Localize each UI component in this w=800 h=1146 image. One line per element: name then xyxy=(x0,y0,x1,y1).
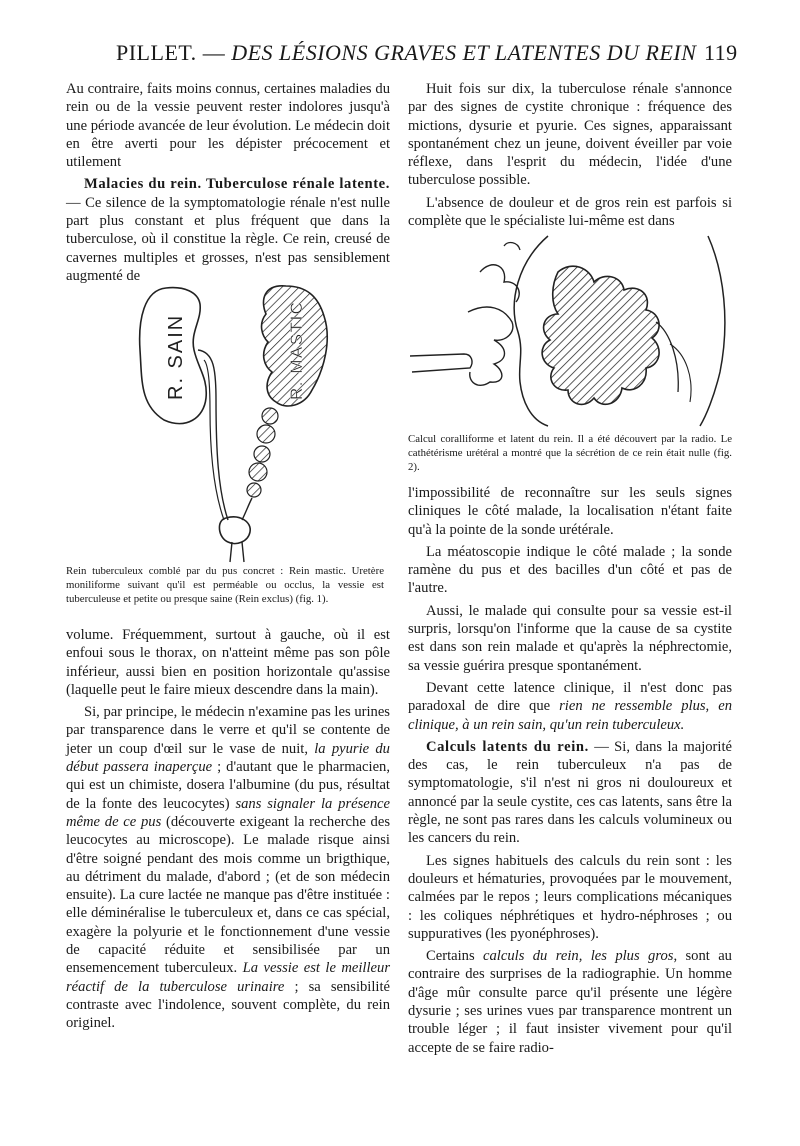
paragraph-pyurie xyxy=(66,703,390,1032)
figure-1 xyxy=(136,280,336,564)
paragraph: La méatoscopie indique le côté malade ; la sonde ramène du pus et des bacilles d'un côté et pas de l'autre. xyxy=(408,543,732,597)
text-run: Si, par principe, le médecin n'examine pas les urines par transparence dans le verre et qu'il se contente de jeter un coup d'œil sur le vase de nuit, xyxy=(66,704,390,757)
paragraph: l'impossibilité de reconnaître sur les seuls signes cliniques le côté malade, la localisation n'étant faite qu'à la pointe de la sonde urétérale. xyxy=(408,485,732,538)
figure-2 xyxy=(408,232,734,428)
emphasis: rien ne ressemble plus, en clinique, à un rein sain, qu'un rein tuberculeux. xyxy=(408,698,732,733)
bladder-shape xyxy=(219,517,250,544)
right-column-top xyxy=(408,80,732,230)
paragraph: volume. Fréquemment, surtout à gauche, où il est enfoui sous le thorax, on n'atteint même pas son pôle inférieur, aussi bien en position horizontale qu'assise (laquelle peut le faire mieux descendre dans la main). xyxy=(66,627,390,698)
paragraph-tuberculose xyxy=(66,175,390,285)
text-run: Certains xyxy=(426,948,484,965)
text-run: — Si, dans la majorité des cas, le rein tuberculeux n'a pas de symptomatologie, s'il n'est ni gros ni douloureux et annoncé par la seule cystite, ces cas latents, sans être la règle, ne sont pas rares dans les calculs volumineux ou les cancers du rein. xyxy=(408,738,732,847)
page-number: 119 xyxy=(704,40,738,65)
left-column-bottom xyxy=(66,626,390,1033)
paragraph: Aussi, le malade qui consulte pour sa vessie est-il surpris, lorsqu'on l'informe que la cause de sa cystite est dans son rein malade et qu'après la néphrectomie, sa vessie guérira presque spontanément. xyxy=(408,602,732,674)
left-column-top xyxy=(66,80,390,285)
header-title: DES LÉSIONS GRAVES ET LATENTES DU REIN xyxy=(231,40,697,65)
figure-1-caption: Rein tuberculeux comblé par du pus concret : Rein mastic. Uretère moniliforme suivant qu'il est perméable ou occlus, la vessie est tuberculeuse et petite ou presque saine (Rein exclus) (fig. 1). xyxy=(66,565,384,605)
text-run: (découverte exigeant la recherche des leucocytes au microscope). Le malade risque ainsi d'être soigné pendant des mois comme un brigthique, au détriment du malade, d'abord ; (et de son médecin ensuite). La cure lactée ne manque pas d'être instituée : elle déminéralise le tuberculeux et, dans ce cas spécial, exagère la polyurie et le fonctionnement d'une vessie de capacité réduite et sensibilisée par un ensemencement tuberculeux. xyxy=(66,813,391,977)
calculus-shape xyxy=(542,266,659,404)
section-heading: Malacies du rein. Tuberculose rénale latente. xyxy=(84,176,390,193)
text-run: , sont au contraire des surprises de la radiographie. Un homme d'âge mûr consulte parce qu'il présente une légère dysurie ; ses urines vues par transparence montrent un trouble léger ; il faut insister vivement pour qu'il accepte de se faire radio- xyxy=(408,948,732,1056)
text-run: Devant cette latence clinique, il n'est donc pas paradoxal de dire que xyxy=(408,679,732,715)
ureter-line xyxy=(410,354,472,372)
right-column-bottom xyxy=(408,484,732,1057)
kidney-diagram xyxy=(136,280,336,564)
header-title-line xyxy=(116,40,696,66)
paragraph-calculs xyxy=(408,738,732,848)
paragraph: Huit fois sur dix, la tuberculose rénale s'annonce par des signes de cystite chronique : fréquence des mictions, dysurie et pyurie. Ces signes, apparaissant spontanément chez un jeune, doivent éveiller par voie réflexe, dans l'esprit du médecin, l'idée d'une tuberculose possible. xyxy=(408,81,732,189)
paragraph-latence xyxy=(408,679,732,734)
paragraph: Au contraire, faits moins connus, certaines maladies du rein ou de la vessie peuvent rester indolores jusqu'à une période avancée de leur évolution. Le médecin doit en être averti pour les dépister précocement et utilement xyxy=(66,81,390,171)
text-run: ; d'autant que le pharmacien, qui est un chimiste, dosera l'albumine (du pus, résultat de la fonte des leucocytes) xyxy=(66,759,390,812)
paragraph: Les signes habituels des calculs du rein sont : les douleurs et hématuries, provoquées par le mouvement, calmées par le repos ; leurs complications mécaniques : les coliques néphrétiques et hydro-néphroses ; ou suppuratives (les pyonéphroses). xyxy=(408,852,732,942)
emphasis: sans signaler la présence même de ce pus xyxy=(66,795,391,830)
paragraph: L'absence de douleur et de gros rein est parfois si complète que le spécialiste lui-même est dans xyxy=(408,194,732,230)
emphasis: la pyurie du début passera inaperçue xyxy=(66,740,390,776)
paragraph-certains xyxy=(408,947,732,1057)
section-heading: Calculs latents du rein. xyxy=(426,738,589,755)
header-author: PILLET. xyxy=(116,40,197,65)
header-dash: — xyxy=(202,40,226,65)
emphasis: calculs du rein, les plus gros xyxy=(483,948,674,965)
label-mastic-kidney: R. MASTIC xyxy=(287,300,306,400)
figure-2-caption: Calcul coralliforme et latent du rein. Il a été découvert par la radio. Le cathétérisme urétéral a montré que la sécrétion de ce rein était nulle (fig. 2). xyxy=(408,433,732,473)
running-header xyxy=(0,40,800,72)
kidney-outline xyxy=(514,236,548,426)
calculus-diagram xyxy=(408,232,734,428)
label-healthy-kidney: R. SAIN xyxy=(165,313,187,400)
text-run: ; sa sensibilité contraste avec l'indolence, souvent complète, du rein originel. xyxy=(66,978,390,1032)
emphasis: La vessie est le meilleur réactif de la tuberculose urinaire xyxy=(66,960,390,995)
paragraph-text: — Ce silence de la symptomatologie rénale n'est nulle part plus constant et plus fréquent que dans la tuberculose, où il constitue la règle. Ce rein, creusé de cavernes multiples et grosses, n'est pas sensiblement augmenté de xyxy=(66,194,390,284)
